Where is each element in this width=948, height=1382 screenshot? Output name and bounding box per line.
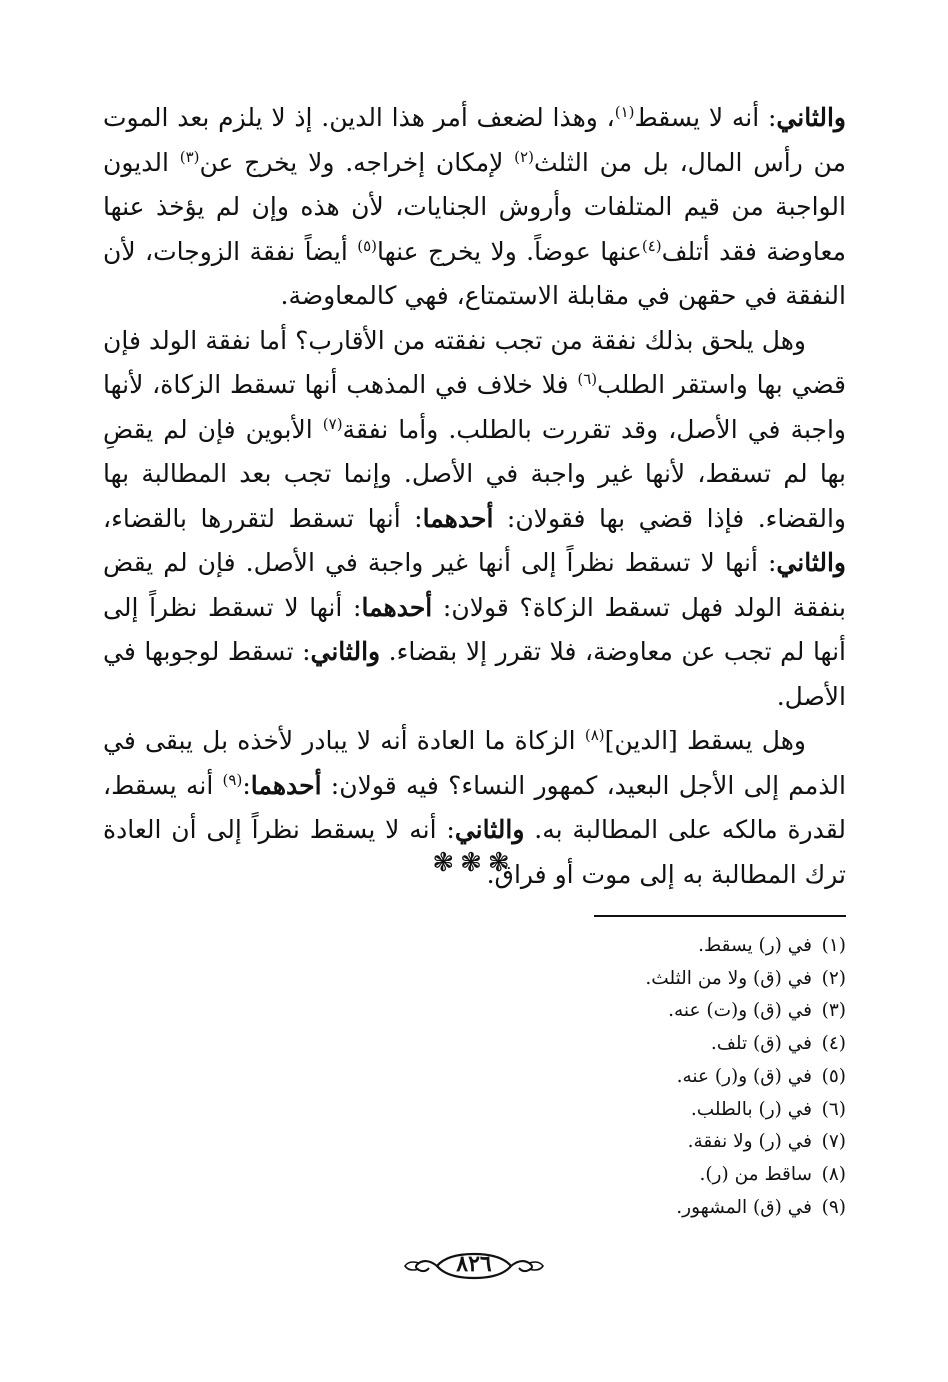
text-run: : أنها لا تسقط نظراً إلى أنها لم تجب عن معاوضة، فلا تقرر إلا بقضاء. [103, 592, 846, 666]
text-run: وهل يسقط [الدين] [604, 726, 806, 755]
footnote-item [346, 1094, 846, 1127]
footnote-item [346, 1126, 846, 1159]
footnote-text: ساقط من (ر). [699, 1163, 812, 1185]
bold-term: والثاني [776, 548, 846, 577]
text-run: فلا خلاف في المذهب أنها تسقط الزكاة، لأنها واجبة في الأصل، وقد تقررت بالطلب. وأما نفقة [103, 370, 846, 444]
footnote-text: في (ق) و(ت) عنه. [668, 1000, 812, 1022]
footnote-number: (٨) [821, 1163, 846, 1185]
footnote-number: (٦) [821, 1098, 846, 1120]
footnote-item [346, 963, 846, 996]
text-run: : أنه لا يسقط [634, 103, 777, 132]
page-number: ٨٢٦ [456, 1251, 492, 1277]
footnote-ref: (٣) [179, 147, 200, 166]
text-run: : أنه لا يسقط نظراً إلى أن العادة ترك المطالبة به إلى موت أو فراق. [103, 815, 846, 889]
text-run: وهل يلحق بذلك نفقة من تجب نفقته من الأقارب؟ أما نفقة الولد فإن قضي بها واستقر الطلب [103, 325, 846, 399]
footnote-text: في (ق) تلف. [710, 1033, 812, 1055]
bold-term: أحدهما [361, 592, 433, 622]
bold-term: والثاني [454, 815, 525, 844]
footnote-ref: (٨) [584, 726, 605, 744]
footnote-ref: (٥) [357, 236, 377, 255]
bold-term: أحدهما [250, 770, 322, 800]
footnote-text: في (ق) و(ر) عنه. [676, 1065, 812, 1087]
footnote-number: (١) [821, 935, 846, 956]
footnote-ref: (٦) [577, 370, 598, 388]
bold-term: أحدهما [422, 503, 494, 533]
bold-term: والثاني [776, 103, 846, 132]
main-text [103, 96, 846, 897]
footnote-divider [594, 915, 846, 917]
text-run: أيضاً نفقة الزوجات، لأن النفقة في حقهن في مقابلة الاستمتاع، فهي كالمعاوضة. [103, 236, 846, 310]
text-run: الأبوين فإن لم يقضِ بها لم تسقط، لأنها غير واجبة في الأصل. وإنما تجب بعد المطالبة بها والقضاء. فإذا قضي بها فقولان: [103, 414, 847, 533]
text-run: لإمكان إخراجه. ولا يخرج عن [199, 147, 515, 177]
paragraph [103, 319, 846, 720]
footnote-number: (٣) [821, 1000, 846, 1022]
text-run: : [242, 770, 251, 800]
text-run: عنها عوضاً. ولا يخرج عنها [377, 236, 642, 266]
footnote-item [346, 1192, 846, 1225]
text-run: الزكاة ما العادة أنه لا يبادر لأخذه بل يبقى في الذمم إلى الأجل البعيد، كمهور النساء؟ فيه قولان: [103, 726, 846, 800]
text-run: أنه يسقط، لقدرة مالكه على المطالبة به. [103, 770, 847, 844]
footnote-item [346, 1159, 846, 1192]
page-number-ornament [399, 1248, 549, 1284]
text-run: الديون الواجبة من قيم المتلفات وأروش الجنايات، لأن هذه وإن لم يؤخذ عنها معاوضة فقد أتلف [103, 147, 846, 266]
footnote-ref: (٤) [641, 236, 662, 255]
footnote-text: في (ق) المشهور. [676, 1196, 812, 1218]
footnote-text: في (ر) يسقط. [698, 935, 812, 956]
paragraph [103, 96, 846, 319]
section-separator: ❃❃❃ [432, 848, 516, 878]
footnote-ref: (٢) [514, 147, 534, 166]
footnote-text: في (ق) ولا من الثلث. [645, 967, 812, 989]
footnotes-list [346, 930, 846, 1224]
bold-term: والثاني [310, 637, 381, 666]
footnote-text: في (ر) ولا نفقة. [687, 1131, 812, 1153]
footnote-number: (٤) [821, 1033, 846, 1055]
footnote-item [346, 1061, 846, 1094]
footnote-item [346, 1028, 846, 1061]
text-run: : أنها لا تسقط نظراً إلى أنها غير واجبة في الأصل. فإن لم يقض بنفقة الولد فهل تسقط الزكاة؟ قولان: [103, 548, 847, 622]
text-run: : أنها تسقط لتقررها بالقضاء، [103, 503, 423, 533]
footnote-number: (٩) [821, 1196, 846, 1218]
footnote-ref: (٧) [322, 414, 343, 433]
footnote-item [346, 995, 846, 1028]
footnote-text: في (ر) بالطلب. [690, 1098, 812, 1120]
text-run: ، وهذا لضعف أمر هذا الدين. إذ لا يلزم بعد الموت من رأس المال، بل من الثلث [103, 103, 846, 177]
text-run: : تسقط لوجوبها في الأصل. [103, 637, 846, 711]
footnote-item [346, 930, 846, 963]
footnote-ref: (١) [614, 103, 635, 121]
footnote-number: (٧) [821, 1131, 846, 1153]
footnote-number: (٥) [821, 1065, 846, 1087]
footnote-number: (٢) [821, 967, 846, 989]
footnote-ref: (٩) [222, 770, 243, 789]
